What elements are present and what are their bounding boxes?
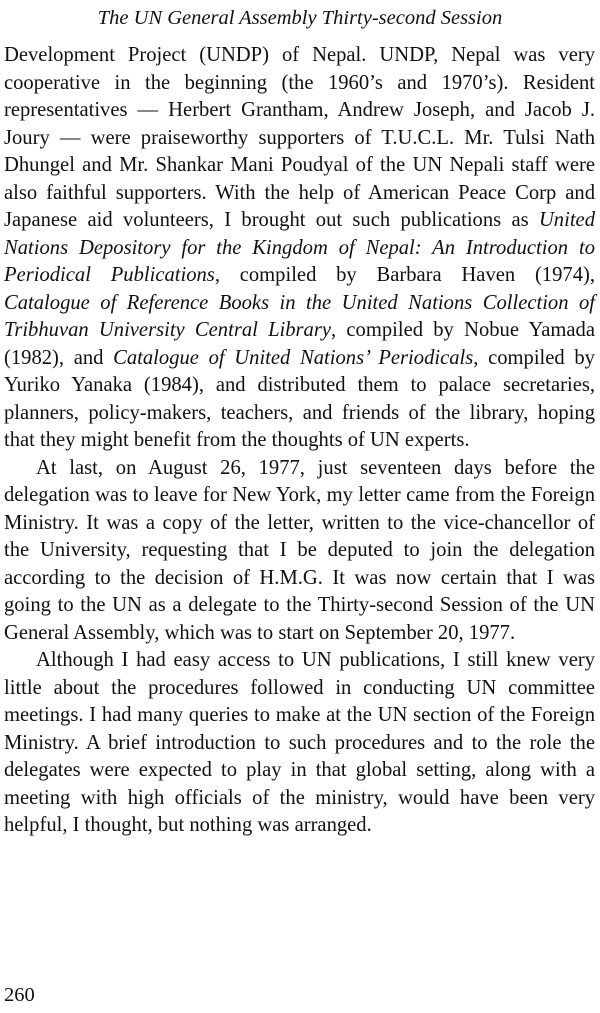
text-run: , compiled by Yuriko Yanaka (1984), and distributed them to palace secretaries, planners, policy-makers, teachers, and friends of the library, hoping that they might benefit from the thoughts of UN experts.	[4, 346, 595, 451]
text-run: , compiled by Barbara Haven (1974),	[214, 264, 595, 286]
text-run: Although I had easy access to UN publications, I still knew very little about the procedures followed in conducting UN committee meetings. I had many queries to make at the UN section of the Foreign Ministry. A brief introduction to such procedures and to the role the delegates were expected to play in that global setting, along with a meeting with high officials of the ministry, would have been very helpful, I thought, but nothing was arranged.	[4, 649, 595, 836]
publication-title: Catalogue of Reference Books in the United Nations Collection of Tribhuvan University Central Library	[4, 291, 595, 341]
running-head: The UN General Assembly Thirty-second Session	[97, 7, 503, 29]
page-number: 260	[4, 984, 35, 1006]
text-run: Development Project (UNDP) of Nepal. UNDP, Nepal was very cooperative in the beginning (the 1960’s and 1970’s). Resident representatives — Herbert Grantham, Andrew Joseph, and Jacob J. Joury — were praiseworthy supporters of T.U.C.L. Mr. Tulsi Nath Dhungel and Mr. Shankar Mani Poudyal of the UN Nepali staff were also faithful supporters. With the help of American Peace Corp and Japanese aid volunteers, I brought out such publications as	[4, 44, 595, 231]
paragraph	[4, 455, 595, 648]
body-text	[4, 42, 595, 840]
paragraph	[4, 42, 595, 455]
publication-title: United Nations Depository for the Kingdom of Nepal: An Introduction to Periodical Publications	[4, 209, 595, 286]
publication-title: Catalogue of United Nations’ Periodicals	[113, 346, 474, 369]
text-run: At last, on August 26, 1977, just seventeen days before the delegation was to leave for New York, my letter came from the Foreign Ministry. It was a copy of the letter, written to the vice-chancellor of the University, requesting that I be deputed to join the delegation according to the decision of H.M.G. It was now certain that I was going to the UN as a delegate to the Thirty-second Session of the UN General Assembly, which was to start on September 20, 1977.	[4, 456, 595, 644]
paragraph	[4, 647, 595, 840]
text-run: , compiled by Nobue Yamada (1982), and	[4, 319, 595, 369]
